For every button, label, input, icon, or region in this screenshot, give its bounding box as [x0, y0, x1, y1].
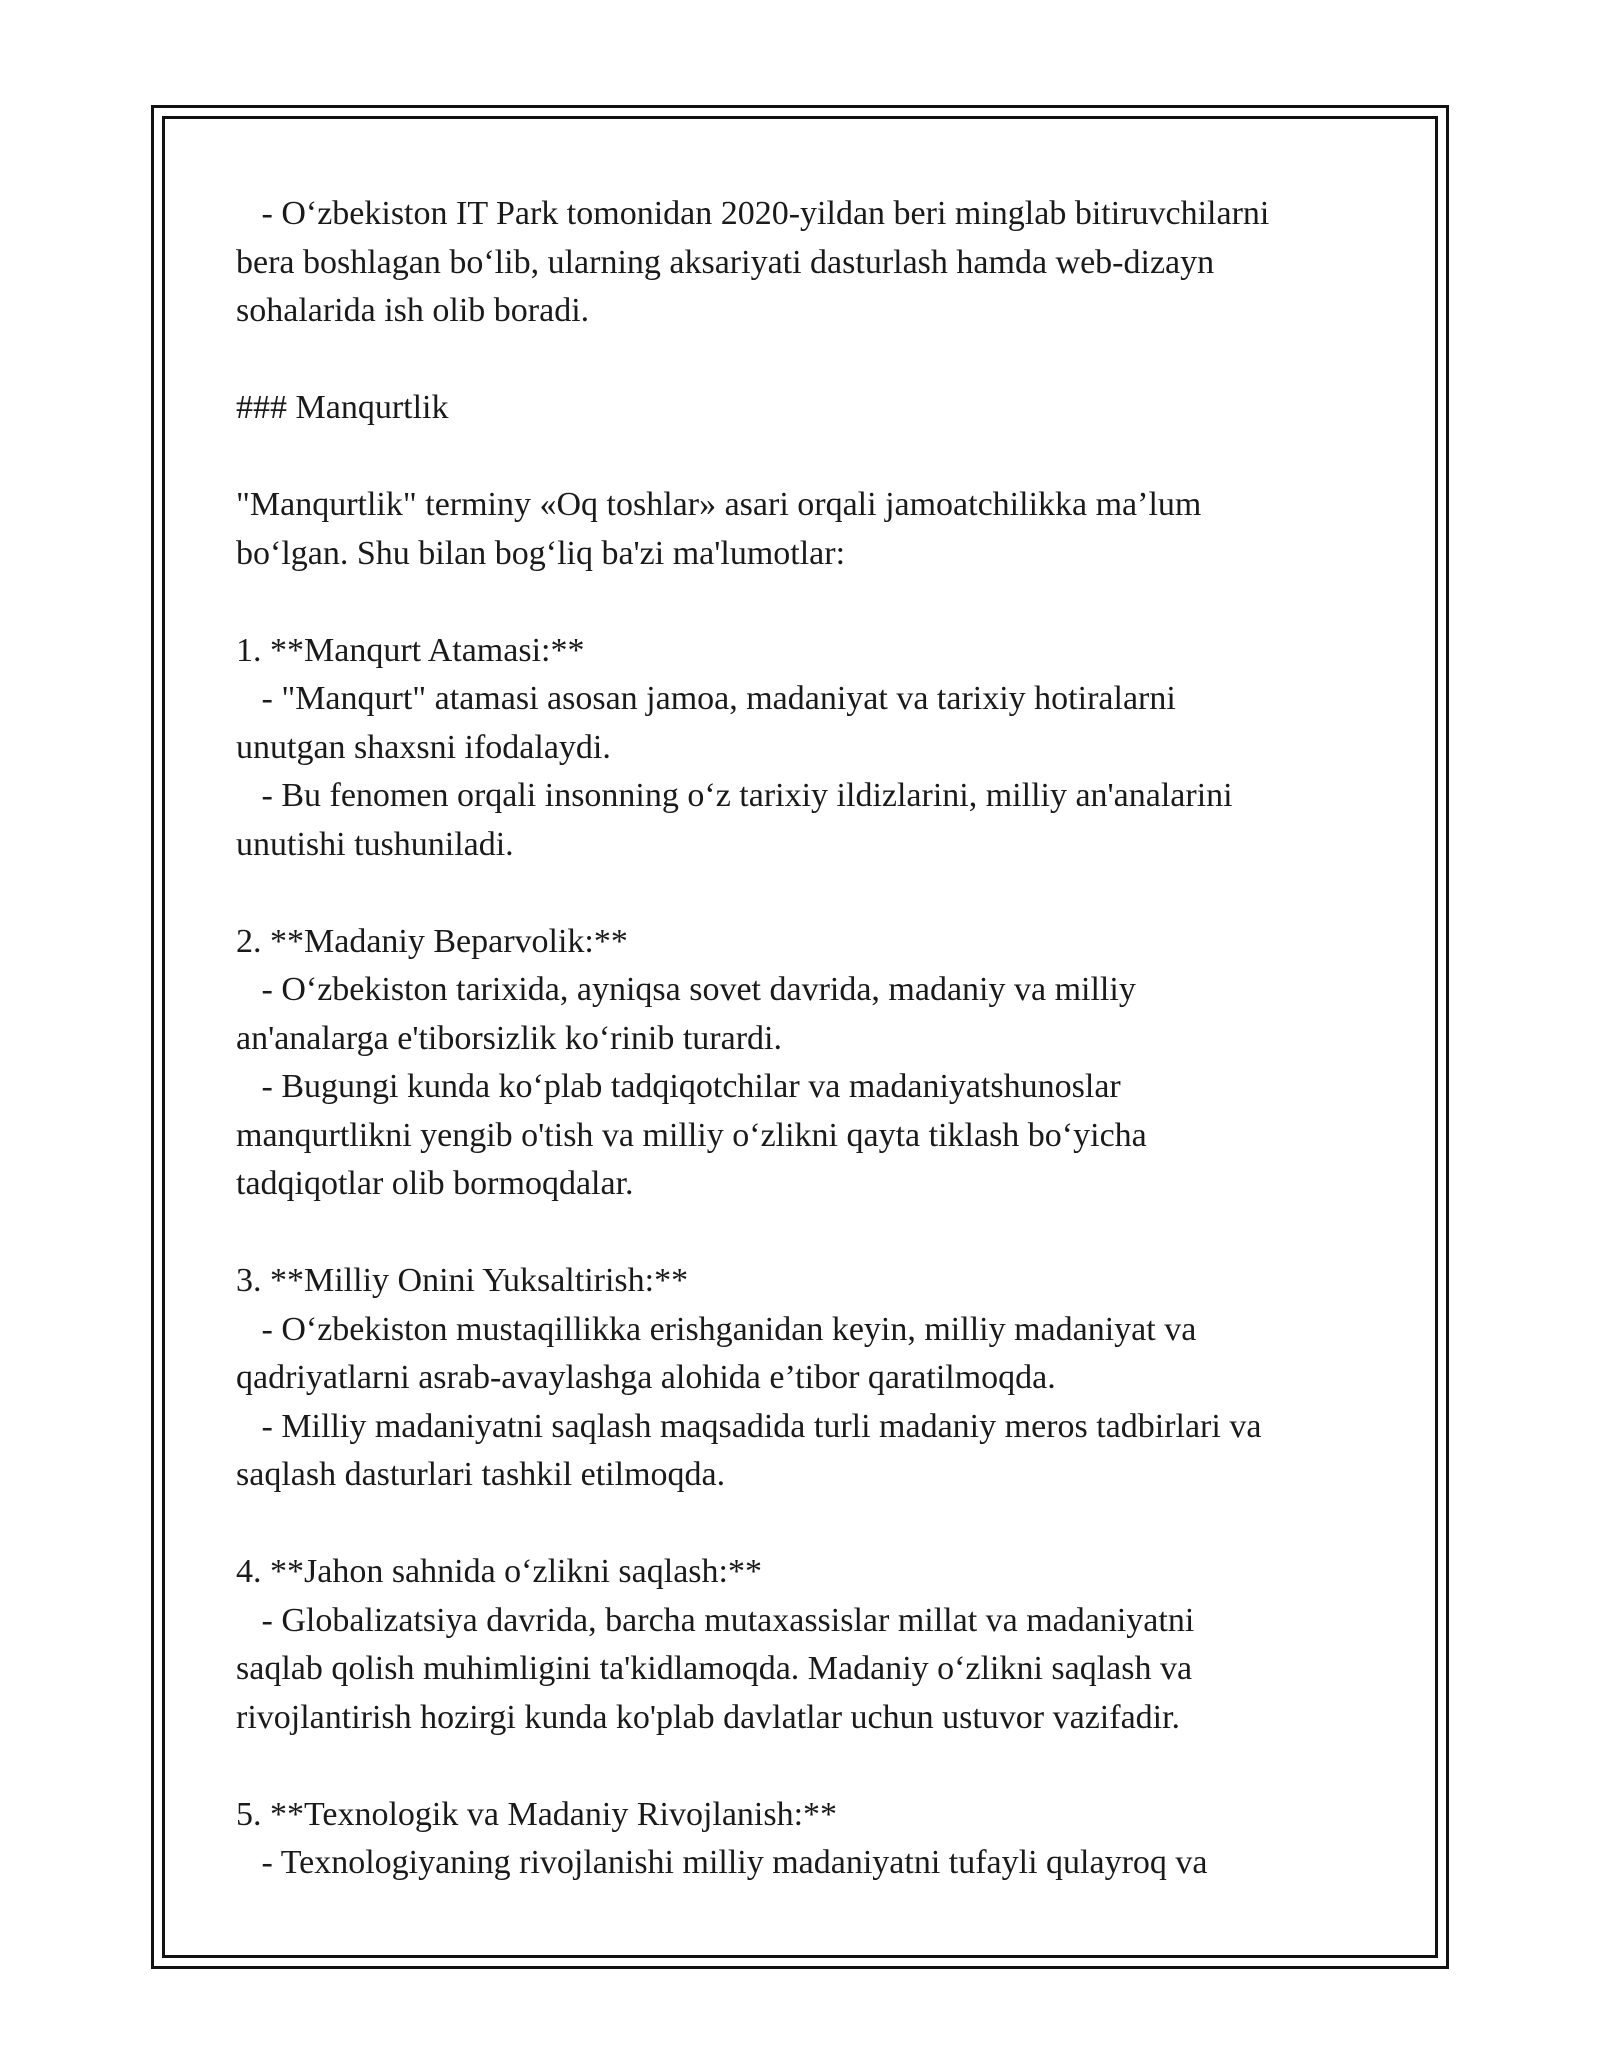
- document-body: [236, 190, 1366, 1888]
- text-line: bera boshlagan bo‘lib, ularning aksariyati dasturlash hamda web-dizayn: [236, 243, 1215, 281]
- text-line: bo‘lgan. Shu bilan bog‘liq ba'zi ma'lumotlar:: [236, 534, 846, 572]
- text-line: unutishi tushuniladi.: [236, 825, 514, 863]
- text-line: qadriyatlarni asrab-avaylashga alohida e’tibor qaratilmoqda.: [236, 1359, 1056, 1396]
- text-line: - Milliy madaniyatni saqlash maqsadida turli madaniy meros tadbirlari va: [236, 1407, 1262, 1445]
- section-heading: ### Manqurtlik: [236, 389, 449, 426]
- list-item-title: 5. **Texnologik va Madaniy Rivojlanish:**: [236, 1795, 838, 1833]
- text-line: - O‘zbekiston mustaqillikka erishganidan keyin, milliy madaniyat va: [236, 1310, 1197, 1348]
- text-line: tadqiqotlar olib bormoqdalar.: [236, 1165, 634, 1202]
- list-item-title: 2. **Madaniy Beparvolik:**: [236, 922, 628, 960]
- text-line: - Texnologiyaning rivojlanishi milliy madaniyatni tufayli qulayroq va: [236, 1844, 1208, 1881]
- text-line: saqlash dasturlari tashkil etilmoqda.: [236, 1456, 726, 1493]
- blank-line: [236, 578, 1366, 627]
- list-item-title: 4. **Jahon sahnida o‘zlikni saqlash:**: [236, 1553, 762, 1590]
- text-line: - O‘zbekiston tarixida, ayniqsa sovet davrida, madaniy va milliy: [236, 971, 1136, 1008]
- text-line: manqurtlikni yengib o'tish va milliy o‘zlikni qayta tiklash bo‘yicha: [236, 1116, 1147, 1154]
- text-line: unutgan shaxsni ifodalaydi.: [236, 728, 611, 766]
- blank-line: [236, 336, 1366, 385]
- text-line: - Globalizatsiya davrida, barcha mutaxassislar millat va madaniyatni: [236, 1601, 1195, 1639]
- text-line: - O‘zbekiston IT Park tomonidan 2020-yildan beri minglab bitiruvchilarni: [236, 195, 1270, 232]
- list-item-title: 3. **Milliy Onini Yuksaltirish:**: [236, 1262, 689, 1299]
- blank-line: [236, 1742, 1366, 1791]
- list-item-title: 1. **Manqurt Atamasi:**: [236, 631, 585, 669]
- blank-line: [236, 1500, 1366, 1549]
- text-line: rivojlantirish hozirgi kunda ko'plab davlatlar uchun ustuvor vazifadir.: [236, 1698, 1181, 1736]
- text-line: sohalarida ish olib boradi.: [236, 292, 590, 329]
- text-line: - Bu fenomen orqali insonning o‘z tarixiy ildizlarini, milliy an'analarini: [236, 777, 1233, 814]
- text-line: - Bugungi kunda ko‘plab tadqiqotchilar va madaniyatshunoslar: [236, 1068, 1121, 1105]
- text-line: "Manqurtlik" terminy «Oq toshlar» asari orqali jamoatchilikka ma’lum: [236, 486, 1202, 523]
- blank-line: [236, 1209, 1366, 1258]
- text-line: saqlab qolish muhimligini ta'kidlamoqda. Madaniy o‘zlikni saqlash va: [236, 1650, 1193, 1687]
- text-line: - "Manqurt" atamasi asosan jamoa, madaniyat va tarixiy hotiralarni: [236, 680, 1176, 717]
- blank-line: [236, 433, 1366, 482]
- blank-line: [236, 869, 1366, 918]
- text-line: an'analarga e'tiborsizlik ko‘rinib turardi.: [236, 1019, 782, 1057]
